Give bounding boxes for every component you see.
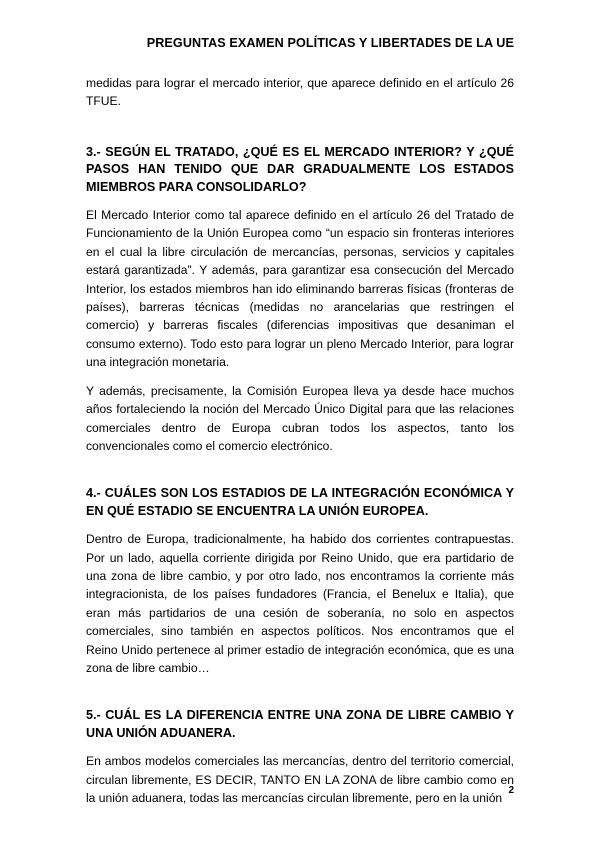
section-4-heading: 4.- CUÁLES SON LOS ESTADIOS DE LA INTEGRACIÓN ECONÓMICA Y EN QUÉ ESTADIO SE ENCUENTRA LA UNIÓN EUROPEA. xyxy=(86,486,514,518)
section-3-paragraph-1: El Mercado Interior como tal aparece definido en el artículo 26 del Tratado de Funcionamiento de la Unión Europea como “un espacio sin fronteras interiores en el cual la libre circulación de mercancías, personas, servicios y capitales estará garantizada”. Y además, para garantizar esa consecución del Mercado Interior, los estados miembros han ido eliminando barreras físicas (fronteras de países), barreras técnicas (medidas no arancelarias que restringen el comercio) y barreras fiscales (diferencias impositivas que desaniman el consumo externo). Todo esto para lograr un pleno Mercado Interior, para lograr una integración monetaria. xyxy=(86,208,514,370)
intro-paragraph: medidas para lograr el mercado interior, que aparece definido en el artículo 26 TFUE. xyxy=(86,76,514,109)
page-number: 2 xyxy=(508,785,514,796)
section-3-paragraph-2: Y además, precisamente, la Comisión Europea lleva ya desde hace muchos años fortaleciendo la noción del Mercado Único Digital para que las relaciones comerciales dentro de Europa cubran todos los aspectos, tanto los convencionales como el comercio electrónico. xyxy=(86,383,514,453)
section-3-heading: 3.- SEGÚN EL TRATADO, ¿QUÉ ES EL MERCADO INTERIOR? Y ¿QUÉ PASOS HAN TENIDO QUE DAR GRADUALMENTE LOS ESTADOS MIEMBROS PARA CONSOLIDARLO? xyxy=(86,144,514,194)
page-body xyxy=(86,74,514,807)
section-5-heading: 5.- CUÁL ES LA DIFERENCIA ENTRE UNA ZONA DE LIBRE CAMBIO Y UNA UNIÓN ADUANERA. xyxy=(86,708,514,740)
section-4-paragraph-1: Dentro de Europa, tradicionalmente, ha habido dos corrientes contrapuestas. Por un lado, aquella corriente dirigida por Reino Unido, que era partidario de una zona de libre cambio, y por otro lado, nos encontramos la corriente más integracionista, de los países fundadores (Francia, el Benelux e Italia), que eran más partidarios de una cesión de soberanía, no solo en aspectos comerciales, sino también en aspectos políticos. Nos encontramos que el Reino Unido pertenece al primer estadio de integración económica, que es una zona de libre cambio… xyxy=(86,532,514,675)
page-header-title: PREGUNTAS EXAMEN POLÍTICAS Y LIBERTADES DE LA UE xyxy=(146,36,514,50)
section-5-paragraph-1: En ambos modelos comerciales las mercancías, dentro del territorio comercial, circulan libremente, ES DECIR, TANTO EN LA ZONA de libre cambio como en la unión aduanera, todas las mercancías circulan libremente, pero en la unión xyxy=(86,754,514,805)
